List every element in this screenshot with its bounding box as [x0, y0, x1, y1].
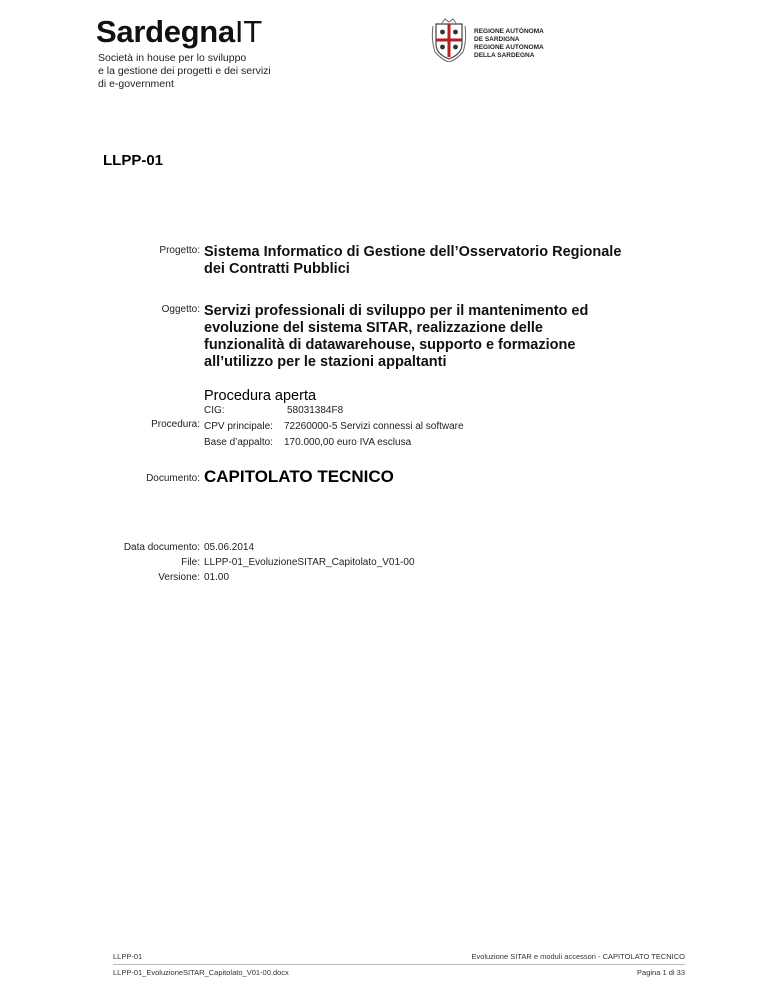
footer-left-top: LLPP-01 — [113, 952, 143, 961]
oggetto-label: Oggetto: — [161, 304, 200, 315]
cpv-key: CPV principale: — [204, 421, 273, 432]
progetto-line-2: dei Contratti Pubblici — [204, 261, 350, 277]
data-documento-label: Data documento: — [123, 542, 200, 553]
tagline-line-1: Società in house per lo sviluppo — [98, 52, 247, 64]
file-value: LLPP-01_EvoluzioneSITAR_Capitolato_V01-00 — [204, 557, 415, 568]
file-label: File: — [181, 557, 200, 568]
documento-label: Documento: — [146, 473, 200, 484]
region-line-1: REGIONE AUTÒNOMA — [474, 28, 544, 35]
progetto-label: Progetto: — [159, 245, 200, 256]
data-documento-value: 05.06.2014 — [204, 542, 255, 553]
document-code: LLPP-01 — [103, 152, 164, 169]
versione-label: Versione: — [158, 572, 200, 583]
oggetto-line-2: evoluzione del sistema SITAR, realizzazione delle — [204, 320, 543, 336]
base-value: 170.000,00 euro IVA esclusa — [284, 437, 412, 448]
procedura-title: Procedura aperta — [204, 388, 317, 404]
oggetto-line-3: funzionalità di datawarehouse, supporto e formazione — [204, 337, 576, 353]
base-key: Base d’appalto: — [204, 437, 273, 448]
tagline-line-3: di e-government — [98, 78, 174, 90]
sardinia-coat-of-arms-icon — [430, 18, 468, 62]
footer-right-top: Evoluzione SITAR e moduli accessori - CAPITOLATO TECNICO — [471, 952, 685, 961]
region-line-3: REGIONE AUTONOMA — [474, 44, 544, 51]
company-logo — [96, 14, 262, 50]
logo-bold-text: Sardegna — [96, 14, 235, 49]
oggetto-line-4: all’utilizzo per le stazioni appaltanti — [204, 354, 447, 370]
region-line-4: DELLA SARDEGNA — [474, 51, 535, 59]
cpv-value: 72260000-5 Servizi connessi al software — [284, 421, 464, 432]
versione-value: 01.00 — [204, 572, 230, 583]
cig-value: 58031384F8 — [287, 405, 344, 416]
footer-divider — [113, 964, 685, 965]
region-line-2: DE SARDIGNA — [474, 35, 520, 43]
tagline-line-2: e la gestione dei progetti e dei servizi — [98, 65, 271, 77]
progetto-line-1: Sistema Informatico di Gestione dell’Osservatorio Regionale — [204, 244, 622, 260]
oggetto-line-1: Servizi professionali di sviluppo per il mantenimento ed — [204, 303, 589, 319]
footer-left-bottom: LLPP-01_EvoluzioneSITAR_Capitolato_V01-00.docx — [113, 968, 289, 977]
logo-light-text: IT — [234, 14, 262, 49]
cig-key: CIG: — [204, 405, 225, 416]
procedura-label: Procedura: — [151, 419, 200, 430]
document-title: CAPITOLATO TECNICO — [204, 467, 394, 486]
footer-page-number: Pagina 1 di 33 — [637, 968, 685, 977]
